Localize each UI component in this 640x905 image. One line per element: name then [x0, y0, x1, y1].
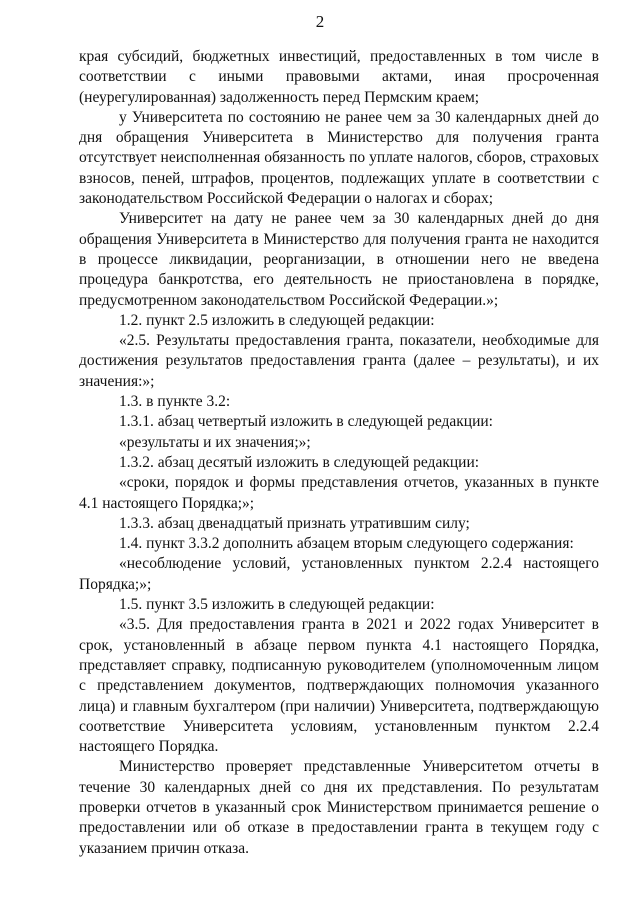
paragraph: 1.3. в пункте 3.2:	[119, 393, 231, 411]
paragraph: «3.5. Для предоставления гранта в 2021 и 2022 годах Университет в срок, установленный в абзаце первом пункта 4.1 настоящего Порядка, представляет справку, подписанную руководителем (уполномоченным лицом с представлением документов, подтверждающих полномочия указанного лица) и главным бухгалтером (при наличии) Университета, подтверждающую соответствие Университета условиям, установленным пунктом 2.2.4 настоящего Порядка.	[79, 616, 599, 756]
paragraph: Министерство проверяет представленные Университетом отчеты в течение 30 календарных дней со дня их представления. По результатам проверки отчетов в указанный срок Министерством принимается решение о предоставлении или об отказе в предоставлении гранта в текущем году с указанием причин отказа.	[79, 758, 599, 857]
paragraph: 1.2. пункт 2.5 изложить в следующей редакции:	[119, 311, 435, 329]
paragraph: Университет на дату не ранее чем за 30 календарных дней до дня обращения Университета в Министерство для получения гранта не находится в процессе ликвидации, реорганизации, в отношении него не введена процедура банкротства, его деятельность не приостановлена в порядке, предусмотренном законодательством Российской Федерации.»;	[79, 210, 599, 309]
paragraph: «сроки, порядок и формы представления отчетов, указанных в пункте 4.1 настоящего Порядка;»;	[79, 474, 599, 512]
paragraph: «несоблюдение условий, установленных пунктом 2.2.4 настоящего Порядка;»;	[79, 555, 599, 593]
paragraph: у Университета по состоянию не ранее чем за 30 календарных дней до дня обращения Университета в Министерство для получения гранта отсутствует неисполненная обязанность по уплате налогов, сборов, страховых взносов, пеней, штрафов, процентов, подлежащих уплате в соответствии с законодательством Российской Федерации о налогах и сборах;	[79, 108, 599, 208]
page-number: 2	[315, 12, 325, 31]
paragraph: 1.3.3. абзац двенадцатый признать утратившим силу;	[119, 514, 470, 532]
document-body	[79, 47, 599, 859]
paragraph: 1.3.1. абзац четвертый изложить в следующей редакции:	[119, 413, 493, 431]
paragraph: 1.4. пункт 3.3.2 дополнить абзацем вторым следующего содержания:	[119, 535, 574, 553]
paragraph: края субсидий, бюджетных инвестиций, предоставленных в том числе в соответствии с иными правовыми актами, иная просроченная (неурегулированная) задолженность перед Пермским краем;	[79, 48, 599, 106]
paragraph: «2.5. Результаты предоставления гранта, показатели, необходимые для достижения результатов предоставления гранта (далее – результаты), и их значения:»;	[79, 332, 599, 390]
paragraph: «результаты и их значения;»;	[119, 433, 311, 451]
paragraph: 1.5. пункт 3.5 изложить в следующей редакции:	[119, 596, 435, 614]
paragraph: 1.3.2. абзац десятый изложить в следующей редакции:	[119, 453, 480, 471]
